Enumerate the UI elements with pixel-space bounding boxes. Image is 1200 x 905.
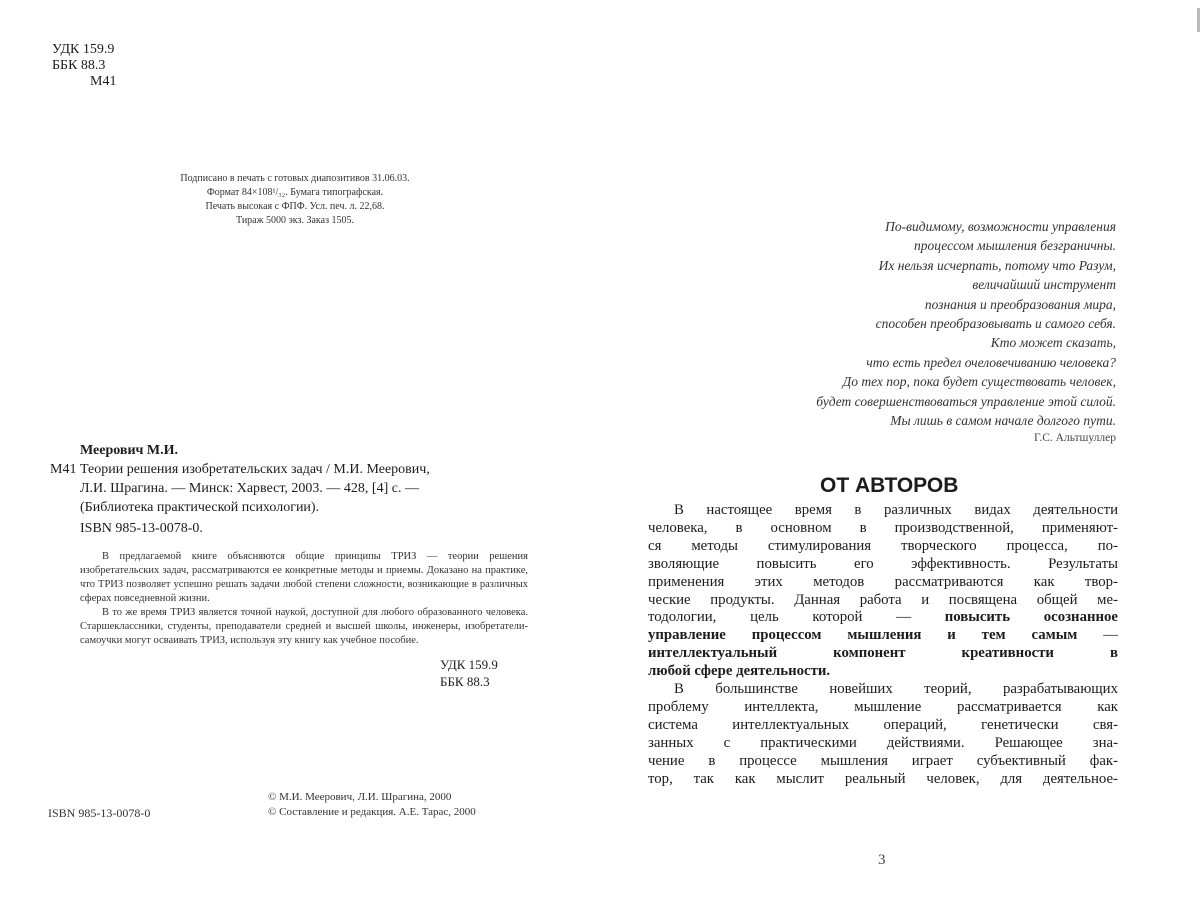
catalog-isbn: ISBN 985-13-0078-0. bbox=[80, 521, 203, 536]
bbk-code: ББК 88.3 bbox=[52, 58, 106, 73]
imprint-line: Подписано в печать с готовых диапозитивов 31.06.03. bbox=[180, 173, 410, 184]
imprint-line: Формат 84×108¹/₃₂. Бумага типографская. bbox=[206, 187, 384, 198]
epigraph-line: Мы лишь в самом начале долгого пути. bbox=[890, 413, 1116, 429]
catalog-udk: УДК 159.9 bbox=[440, 657, 498, 672]
emphasis-text: управление процессом мышления и тем самым bbox=[648, 627, 1078, 644]
catalog-title-row bbox=[50, 460, 540, 517]
epigraph-line: будет совершенствоваться управление этой силой. bbox=[816, 393, 1116, 409]
body-text bbox=[648, 502, 1118, 789]
body-line: ся методы стимулирования творческого процесса, по- bbox=[648, 537, 1118, 554]
udk-header bbox=[52, 42, 116, 90]
epigraph-line: величайший инструмент bbox=[972, 277, 1116, 293]
emphasis-text: повысить осознанное bbox=[944, 609, 1118, 626]
body-line: В большинстве новейших теорий, разрабатывающих bbox=[674, 681, 1118, 698]
body-line: тор, так как мыслит реальный человек, для деятельное- bbox=[648, 770, 1118, 787]
body-line-mixed bbox=[648, 627, 1118, 645]
catalog-title bbox=[80, 460, 540, 517]
body-line: система интеллектуальных операций, генетически свя- bbox=[648, 716, 1118, 733]
body-line-mixed bbox=[648, 609, 1118, 627]
page-number: 3 bbox=[878, 852, 886, 868]
copyright-line: © Составление и редакция. А.Е. Тарас, 2000 bbox=[268, 806, 476, 818]
isbn-footer: ISBN 985-13-0078-0 bbox=[48, 806, 151, 820]
copyright-block bbox=[268, 790, 476, 820]
catalog-classification bbox=[440, 656, 540, 690]
epigraph bbox=[636, 217, 1116, 430]
emphasis-text: любой сфере деятельности. bbox=[648, 663, 831, 680]
catalog-card bbox=[50, 442, 540, 690]
body-line: человека, в основном в производственной, применяют- bbox=[648, 519, 1118, 536]
catalog-bbk: ББК 88.3 bbox=[440, 674, 490, 689]
catalog-title-line: (Библиотека практической психологии). bbox=[80, 500, 320, 515]
author-code: М41 bbox=[90, 74, 117, 89]
epigraph-line: процессом мышления безграничны. bbox=[913, 238, 1116, 254]
imprint-block bbox=[120, 172, 470, 228]
body-text-fragment: тодологии, цель которой — bbox=[648, 609, 911, 626]
dash: — bbox=[1077, 627, 1118, 644]
imprint-line: Печать высокая с ФПФ. Усл. печ. л. 22,68. bbox=[205, 201, 385, 212]
epigraph-author: Г.С. Альтшуллер bbox=[1034, 432, 1116, 444]
body-line: занных с практическими действиями. Решающее зна- bbox=[648, 734, 1118, 751]
epigraph-line: Кто может сказать, bbox=[990, 335, 1116, 351]
catalog-title-line: Теории решения изобретательских задач / М.И. Меерович, bbox=[80, 462, 430, 477]
udk-code: УДК 159.9 bbox=[52, 42, 115, 57]
body-line: чение в процессе мышления играет субъективный фак- bbox=[648, 752, 1118, 769]
body-line: зволяющие повысить его эффективность. Результаты bbox=[648, 555, 1118, 572]
epigraph-line: способен преобразовывать и самого себя. bbox=[875, 316, 1116, 332]
copyright-line: © М.И. Меерович, Л.И. Шрагина, 2000 bbox=[268, 791, 452, 803]
emphasis-text: интеллектуальный компонент креативности в bbox=[648, 645, 1118, 662]
catalog-author: Меерович М.И. bbox=[80, 443, 179, 458]
epigraph-line: познания и преобразования мира, bbox=[924, 296, 1116, 312]
epigraph-line: Их нельзя исчерпать, потому что Разум, bbox=[878, 257, 1116, 273]
right-page bbox=[600, 0, 1200, 905]
annotation-paragraph: В то же время ТРИЗ является точной наукой, доступной для любого образованного человека. Старшеклассники, студенты, преподаватели средней и высшей школы, инженеры, изобретатели-самоучки могут осваивать ТРИЗ, используя эту книгу как учебное пособие. bbox=[80, 607, 528, 646]
annotation bbox=[50, 550, 540, 648]
catalog-title-line: Л.И. Шрагина. — Минск: Харвест, 2003. — 428, [4] с. — bbox=[80, 481, 419, 496]
body-line bbox=[648, 663, 1118, 681]
body-line bbox=[648, 645, 1118, 663]
epigraph-line: что есть предел очеловечиванию человека? bbox=[866, 354, 1116, 370]
catalog-code: М41 bbox=[50, 462, 77, 477]
body-line: применения этих методов рассматриваются как твор- bbox=[648, 573, 1118, 590]
body-line: ческие продукты. Данная работа и посвящена общей ме- bbox=[648, 591, 1118, 608]
imprint-line: Тираж 5000 экз. Заказ 1505. bbox=[235, 215, 355, 226]
epigraph-line: До тех пор, пока будет существовать человек, bbox=[842, 374, 1116, 390]
body-line: проблему интеллекта, мышление рассматривается как bbox=[648, 698, 1118, 715]
epigraph-line: По-видимому, возможности управления bbox=[885, 219, 1116, 234]
chapter-title: ОТ АВТОРОВ bbox=[820, 474, 959, 497]
body-line: В настоящее время в различных видах деятельности bbox=[674, 502, 1118, 518]
annotation-paragraph: В предлагаемой книге объясняются общие принципы ТРИЗ — теории решения изобретательских задач, рассматриваются ее конкретные методы и приемы. Доказано на практике, что ТРИЗ позволяет успешно решать задачи любой степени сложности, возникающие в различных сферах повседневной жизни. bbox=[80, 551, 528, 604]
